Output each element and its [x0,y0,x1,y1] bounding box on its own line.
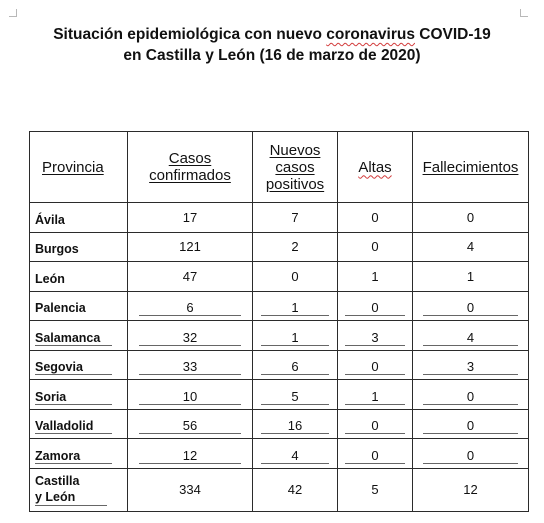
document-title [0,24,544,66]
header-altas [338,132,413,203]
cell-total-altas [338,468,413,511]
title-line-1-part-c: COVID-19 [414,26,491,43]
value-altas: 0 [345,295,406,316]
value-casos: 47 [182,268,198,284]
cell-provincia-total [30,468,128,511]
cell-altas [338,203,413,233]
header-casos-confirmados [128,132,253,203]
provincia-name: Segovia [35,354,112,375]
cell-altas [338,262,413,292]
cell-casos [128,262,253,292]
value-fallecimientos: 0 [466,209,475,225]
total-name-line1: Castilla [35,474,80,488]
table-row [30,350,529,380]
value-nuevos: 5 [261,384,330,405]
cell-fallecimientos [413,203,529,233]
header-nuevos-casos-positivos [253,132,338,203]
provincia-name: Salamanca [35,325,112,346]
cell-provincia [30,203,128,233]
value-casos: 32 [139,325,241,346]
cell-altas [338,232,413,262]
value-fallecimientos: 3 [423,354,517,375]
table-row [30,409,529,439]
title-line-1-spellcheck-word: coronavirus [326,26,415,43]
cell-casos [128,350,253,380]
title-line-1-part-a: Situación epidemiológica con nuevo [53,26,327,43]
total-value-altas: 5 [371,482,379,497]
value-altas: 3 [345,325,406,346]
cell-provincia [30,232,128,262]
value-nuevos: 0 [291,268,299,284]
cell-nuevos [253,203,338,233]
cell-nuevos [253,232,338,262]
provincia-name: Soria [35,384,112,405]
cell-fallecimientos [413,291,529,321]
value-nuevos: 1 [261,295,330,316]
table-row-total [30,468,529,511]
title-line-2: en Castilla y León (16 de marzo de 2020) [123,47,421,64]
cell-provincia [30,262,128,292]
header-fallecimientos-label: Fallecimientos [422,158,519,176]
value-fallecimientos: 0 [423,413,517,434]
value-nuevos: 7 [291,209,299,225]
page-corner-mark-left [9,9,17,17]
cell-provincia [30,350,128,380]
value-altas: 0 [345,354,406,375]
cell-altas [338,321,413,351]
table-row [30,232,529,262]
cell-fallecimientos [413,409,529,439]
table-row [30,262,529,292]
cell-altas [338,350,413,380]
page-corner-mark-right [520,9,528,17]
value-fallecimientos: 0 [423,384,517,405]
header-fallecimientos [413,132,529,203]
cell-total-casos [128,468,253,511]
cell-nuevos [253,262,338,292]
total-value-fallecimientos: 12 [463,482,478,497]
cell-fallecimientos [413,262,529,292]
cell-altas [338,380,413,410]
cell-fallecimientos [413,350,529,380]
value-fallecimientos: 4 [423,325,517,346]
cell-provincia [30,291,128,321]
cell-casos [128,321,253,351]
header-altas-label: Altas [358,158,392,176]
header-casos-line1: Casos [168,150,212,167]
value-nuevos: 16 [261,413,330,434]
cell-casos [128,409,253,439]
header-nuevos-line2: casos [275,158,315,176]
value-casos: 12 [139,443,241,464]
provincia-name: Ávila [35,212,65,227]
cell-casos [128,439,253,469]
provincia-name: Zamora [35,443,112,464]
value-nuevos: 1 [261,325,330,346]
cell-provincia [30,439,128,469]
cell-casos [128,203,253,233]
value-casos: 17 [182,209,198,225]
total-value-casos: 334 [179,482,201,497]
value-fallecimientos: 1 [466,268,475,284]
value-nuevos: 4 [261,443,330,464]
provincia-name: Burgos [35,242,79,257]
total-name-line2: y León [35,489,107,506]
provincia-name: León [35,271,65,286]
cell-casos [128,291,253,321]
value-altas: 0 [371,209,379,225]
cell-nuevos [253,380,338,410]
value-fallecimientos: 0 [423,443,517,464]
value-casos: 56 [139,413,241,434]
cell-altas [338,291,413,321]
value-casos: 6 [139,295,241,316]
table-row [30,380,529,410]
cell-altas [338,439,413,469]
total-value-nuevos: 42 [287,482,303,497]
cell-casos [128,380,253,410]
value-altas: 0 [371,239,379,255]
cell-nuevos [253,409,338,439]
cell-fallecimientos [413,439,529,469]
cell-total-nuevos [253,468,338,511]
cell-nuevos [253,321,338,351]
cell-nuevos [253,291,338,321]
cell-altas [338,409,413,439]
table-row [30,291,529,321]
cell-provincia [30,380,128,410]
provincia-name: Valladolid [35,413,112,434]
table-row [30,321,529,351]
value-casos: 33 [139,354,241,375]
header-provincia [30,132,128,203]
cell-fallecimientos [413,321,529,351]
value-altas: 1 [345,384,406,405]
value-casos: 10 [139,384,241,405]
cell-nuevos [253,350,338,380]
covid-table [29,131,529,512]
table-header-row [30,132,529,203]
value-fallecimientos: 4 [466,239,475,255]
table-row [30,203,529,233]
header-casos-line2: confirmados [149,167,231,184]
cell-fallecimientos [413,380,529,410]
value-nuevos: 6 [261,354,330,375]
title-line-1 [0,24,544,45]
header-provincia-label: Provincia [42,158,104,176]
cell-nuevos [253,439,338,469]
value-altas: 0 [345,413,406,434]
provincia-name: Palencia [35,301,86,316]
value-casos: 121 [179,239,201,255]
value-fallecimientos: 0 [423,295,517,316]
value-altas: 1 [371,268,379,284]
cell-provincia [30,321,128,351]
cell-provincia [30,409,128,439]
value-nuevos: 2 [291,239,299,255]
table-row [30,439,529,469]
value-altas: 0 [345,443,406,464]
header-nuevos-line3: positivos [265,175,325,193]
header-nuevos-line1: Nuevos [269,141,321,159]
cell-fallecimientos [413,232,529,262]
cell-casos [128,232,253,262]
cell-total-fallecimientos [413,468,529,511]
